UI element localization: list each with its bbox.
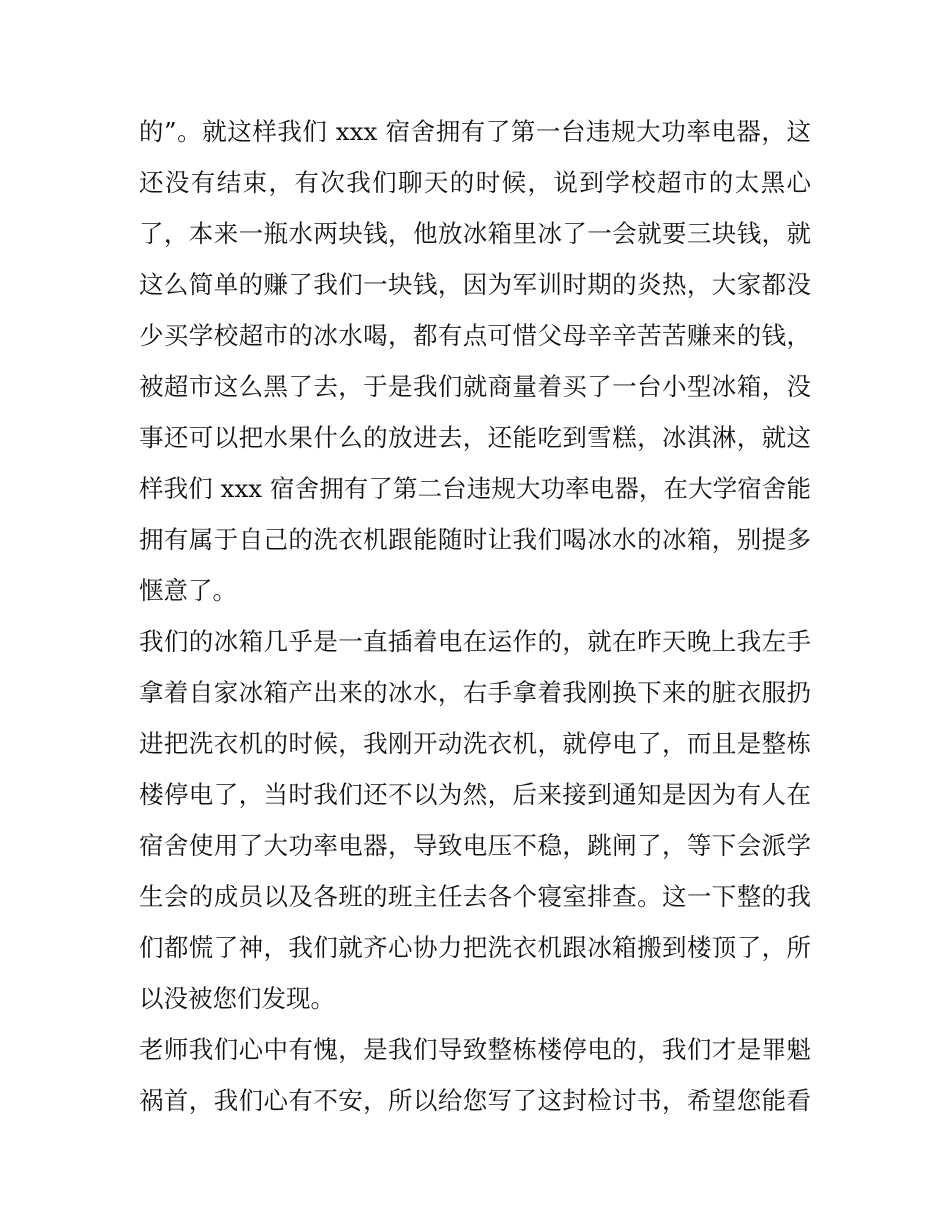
text-line: 祸首，我们心有不安，所以给您写了这封检讨书，希望您能看 xyxy=(139,1086,811,1115)
text-line: 们都慌了神，我们就齐心协力把洗衣机跟冰箱搬到楼顶了，所 xyxy=(139,933,811,962)
text-line: 拿着自家冰箱产出来的冰水，右手拿着我刚换下来的脏衣服扔 xyxy=(139,678,811,707)
text-line: 老师我们心中有愧，是我们导致整栋楼停电的，我们才是罪魁 xyxy=(139,1035,811,1064)
text-line: 惬意了。 xyxy=(139,576,237,605)
text-line: 少买学校超市的冰水喝，都有点可惜父母辛辛苦苦赚来的钱， xyxy=(139,321,811,350)
paragraph-2 xyxy=(139,616,811,1024)
text-line: 还没有结束，有次我们聊天的时候，说到学校超市的太黑心 xyxy=(139,168,811,197)
paragraph-3 xyxy=(139,1024,811,1126)
text-line: 样我们 xxx 宿舍拥有了第二台违规大功率电器，在大学宿舍能 xyxy=(139,474,811,503)
paragraph-1 xyxy=(139,106,811,616)
text-line: 生会的成员以及各班的班主任去各个寝室排查。这一下整的我 xyxy=(139,882,811,911)
text-line: 进把洗衣机的时候，我刚开动洗衣机，就停电了，而且是整栋 xyxy=(139,729,811,758)
text-line: 宿舍使用了大功率电器，导致电压不稳，跳闸了，等下会派学 xyxy=(139,831,811,860)
text-line: 以没被您们发现。 xyxy=(139,984,335,1013)
text-line: 被超市这么黑了去，于是我们就商量着买了一台小型冰箱，没 xyxy=(139,372,811,401)
text-line: 拥有属于自己的洗衣机跟能随时让我们喝冰水的冰箱，别提多 xyxy=(139,525,811,554)
text-line: 我们的冰箱几乎是一直插着电在运作的，就在昨天晚上我左手 xyxy=(139,627,811,656)
document-body xyxy=(139,106,811,1126)
text-line: 楼停电了，当时我们还不以为然，后来接到通知是因为有人在 xyxy=(139,780,811,809)
text-line: 事还可以把水果什么的放进去，还能吃到雪糕，冰淇淋，就这 xyxy=(139,423,811,452)
text-line: 这么简单的赚了我们一块钱，因为军训时期的炎热，大家都没 xyxy=(139,270,811,299)
text-line: 的”。就这样我们 xxx 宿舍拥有了第一台违规大功率电器，这 xyxy=(139,117,811,146)
text-line: 了，本来一瓶水两块钱，他放冰箱里冰了一会就要三块钱，就 xyxy=(139,219,811,248)
